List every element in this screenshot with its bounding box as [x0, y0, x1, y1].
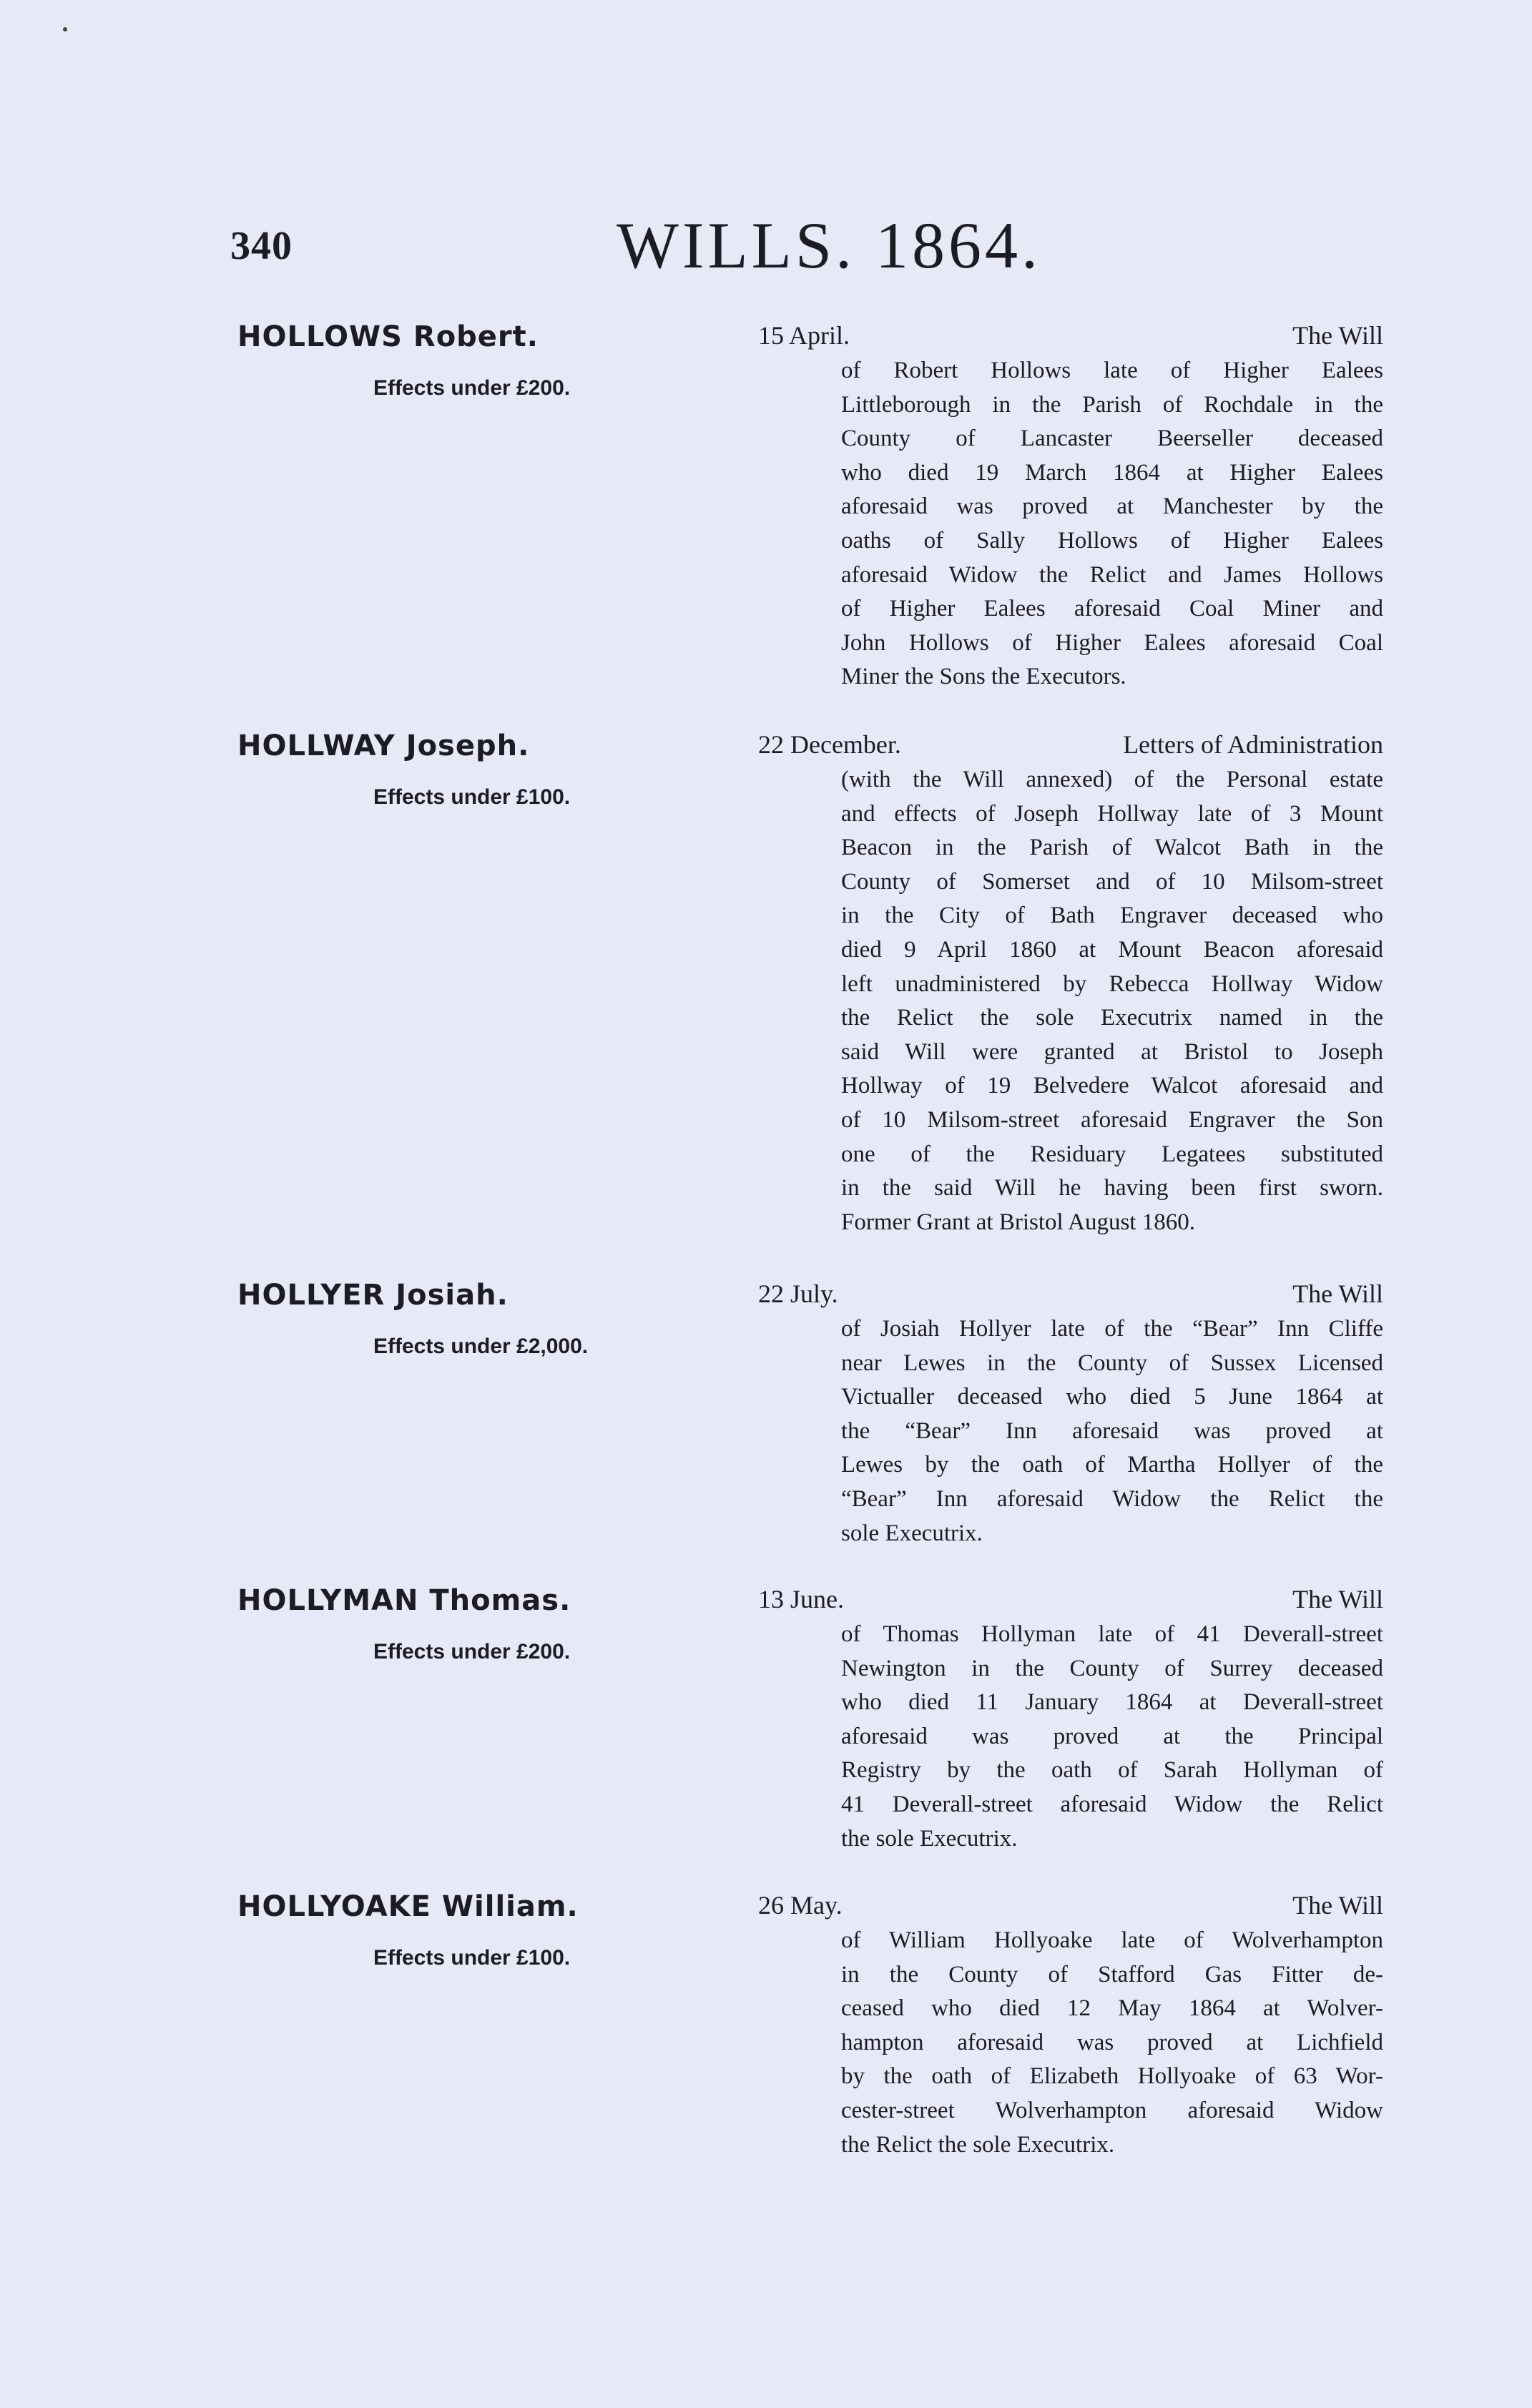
grant-type: The Will: [1292, 321, 1383, 350]
body-line: the Relict the sole Executrix named in the: [841, 1005, 1383, 1031]
body-line: left unadministered by Rebecca Hollway Widow: [841, 970, 1383, 997]
stray-mark: [63, 27, 67, 31]
body-line: County of Lancaster Beerseller deceased: [841, 426, 1383, 452]
probate-date: 22 July.: [758, 1279, 838, 1308]
body-line: of Higher Ealees aforesaid Coal Miner and: [841, 596, 1383, 622]
grant-type: The Will: [1292, 1891, 1383, 1920]
body-line: aforesaid was proved at Manchester by the: [841, 493, 1383, 520]
effects-value: Effects under £200.: [373, 376, 571, 400]
body-line: by the oath of Elizabeth Hollyoake of 63 Wor-: [841, 2063, 1383, 2090]
body-line: of William Hollyoake late of Wolverhampton: [841, 1927, 1383, 1953]
body-line: died 9 April 1860 at Mount Beacon aforesaid: [841, 936, 1383, 963]
body-line: ceased who died 12 May 1864 at Wolver-: [841, 1995, 1383, 2022]
entry-body: [841, 763, 1383, 1239]
body-line: sole Executrix.: [841, 1520, 983, 1546]
page-number: 340: [230, 224, 293, 268]
body-line: in the City of Bath Engraver deceased who: [841, 903, 1383, 929]
body-line: the Relict the sole Executrix.: [841, 2131, 1115, 2158]
body-line: near Lewes in the County of Sussex Licensed: [841, 1350, 1383, 1376]
body-line: Beacon in the Parish of Walcot Bath in the: [841, 835, 1383, 861]
body-line: of Josiah Hollyer late of the “Bear” Inn Cliffe: [841, 1316, 1383, 1342]
body-line: Newington in the County of Surrey deceased: [841, 1655, 1383, 1681]
body-line: John Hollows of Higher Ealees aforesaid Coal: [841, 629, 1383, 656]
body-line: Registry by the oath of Sarah Hollyman of: [841, 1757, 1383, 1784]
page-title: WILLS. 1864.: [617, 209, 1042, 282]
probate-date: 22 December.: [758, 730, 901, 759]
testator-name: HOLLWAY Joseph.: [237, 729, 530, 762]
body-line: of Robert Hollows late of Higher Ealees: [841, 358, 1383, 383]
effects-value: Effects under £2,000.: [373, 1335, 589, 1358]
body-line: Victualler deceased who died 5 June 1864 at: [841, 1384, 1383, 1410]
body-line: of 10 Milsom-street aforesaid Engraver the Son: [841, 1106, 1383, 1133]
body-line: aforesaid was proved at the Principal: [841, 1723, 1383, 1749]
effects-value: Effects under £100.: [373, 1946, 571, 1970]
probate-date: 26 May.: [758, 1891, 843, 1920]
probate-date: 13 June.: [758, 1585, 844, 1613]
body-line: said Will were granted at Bristol to Joseph: [841, 1038, 1383, 1065]
entry-body: [841, 1618, 1383, 1856]
body-line: 41 Deverall-street aforesaid Widow the Relict: [841, 1791, 1383, 1817]
body-line: Former Grant at Bristol August 1860.: [841, 1209, 1195, 1235]
body-line: hampton aforesaid was proved at Lichfield: [841, 2029, 1383, 2055]
body-line: “Bear” Inn aforesaid Widow the Relict the: [841, 1485, 1383, 1512]
body-line: County of Somerset and of 10 Milsom-street: [841, 868, 1383, 895]
body-line: aforesaid Widow the Relict and James Hollows: [841, 561, 1383, 588]
body-line: who died 11 January 1864 at Deverall-street: [841, 1689, 1383, 1716]
testator-name: HOLLYOAKE William.: [237, 1890, 579, 1923]
grant-type: The Will: [1292, 1279, 1383, 1308]
effects-value: Effects under £100.: [373, 785, 571, 809]
body-line: the sole Executrix.: [841, 1825, 1018, 1852]
probate-date: 15 April.: [758, 321, 850, 350]
body-line: Hollway of 19 Belvedere Walcot aforesaid and: [841, 1073, 1383, 1099]
body-line: in the County of Stafford Gas Fitter de-: [841, 1961, 1383, 1987]
grant-type: The Will: [1292, 1585, 1383, 1613]
body-line: and effects of Joseph Hollway late of 3 Mount: [841, 800, 1383, 827]
entry-body: [841, 1312, 1383, 1551]
body-line: cester-street Wolverhampton aforesaid Widow: [841, 2097, 1383, 2123]
body-line: Lewes by the oath of Martha Hollyer of the: [841, 1452, 1383, 1478]
body-line: in the said Will he having been first sworn.: [841, 1175, 1383, 1201]
grant-type: Letters of Administration: [1123, 730, 1383, 759]
body-line: Miner the Sons the Executors.: [841, 664, 1126, 690]
testator-name: HOLLYER Josiah.: [237, 1279, 509, 1312]
body-line: who died 19 March 1864 at Higher Ealees: [841, 459, 1383, 486]
testator-name: HOLLOWS Robert.: [237, 320, 539, 353]
entry-body: [841, 1924, 1383, 2162]
body-line: of Thomas Hollyman late of 41 Deverall-street: [841, 1621, 1383, 1647]
effects-value: Effects under £200.: [373, 1640, 571, 1664]
body-line: (with the Will annexed) of the Personal estate: [841, 767, 1383, 792]
body-line: one of the Residuary Legatees substituted: [841, 1141, 1383, 1167]
body-line: the “Bear” Inn aforesaid was proved at: [841, 1417, 1383, 1444]
testator-name: HOLLYMAN Thomas.: [237, 1584, 571, 1617]
body-line: oaths of Sally Hollows of Higher Ealees: [841, 527, 1383, 554]
body-line: Littleborough in the Parish of Rochdale in the: [841, 391, 1383, 418]
entry-body: [841, 354, 1383, 694]
